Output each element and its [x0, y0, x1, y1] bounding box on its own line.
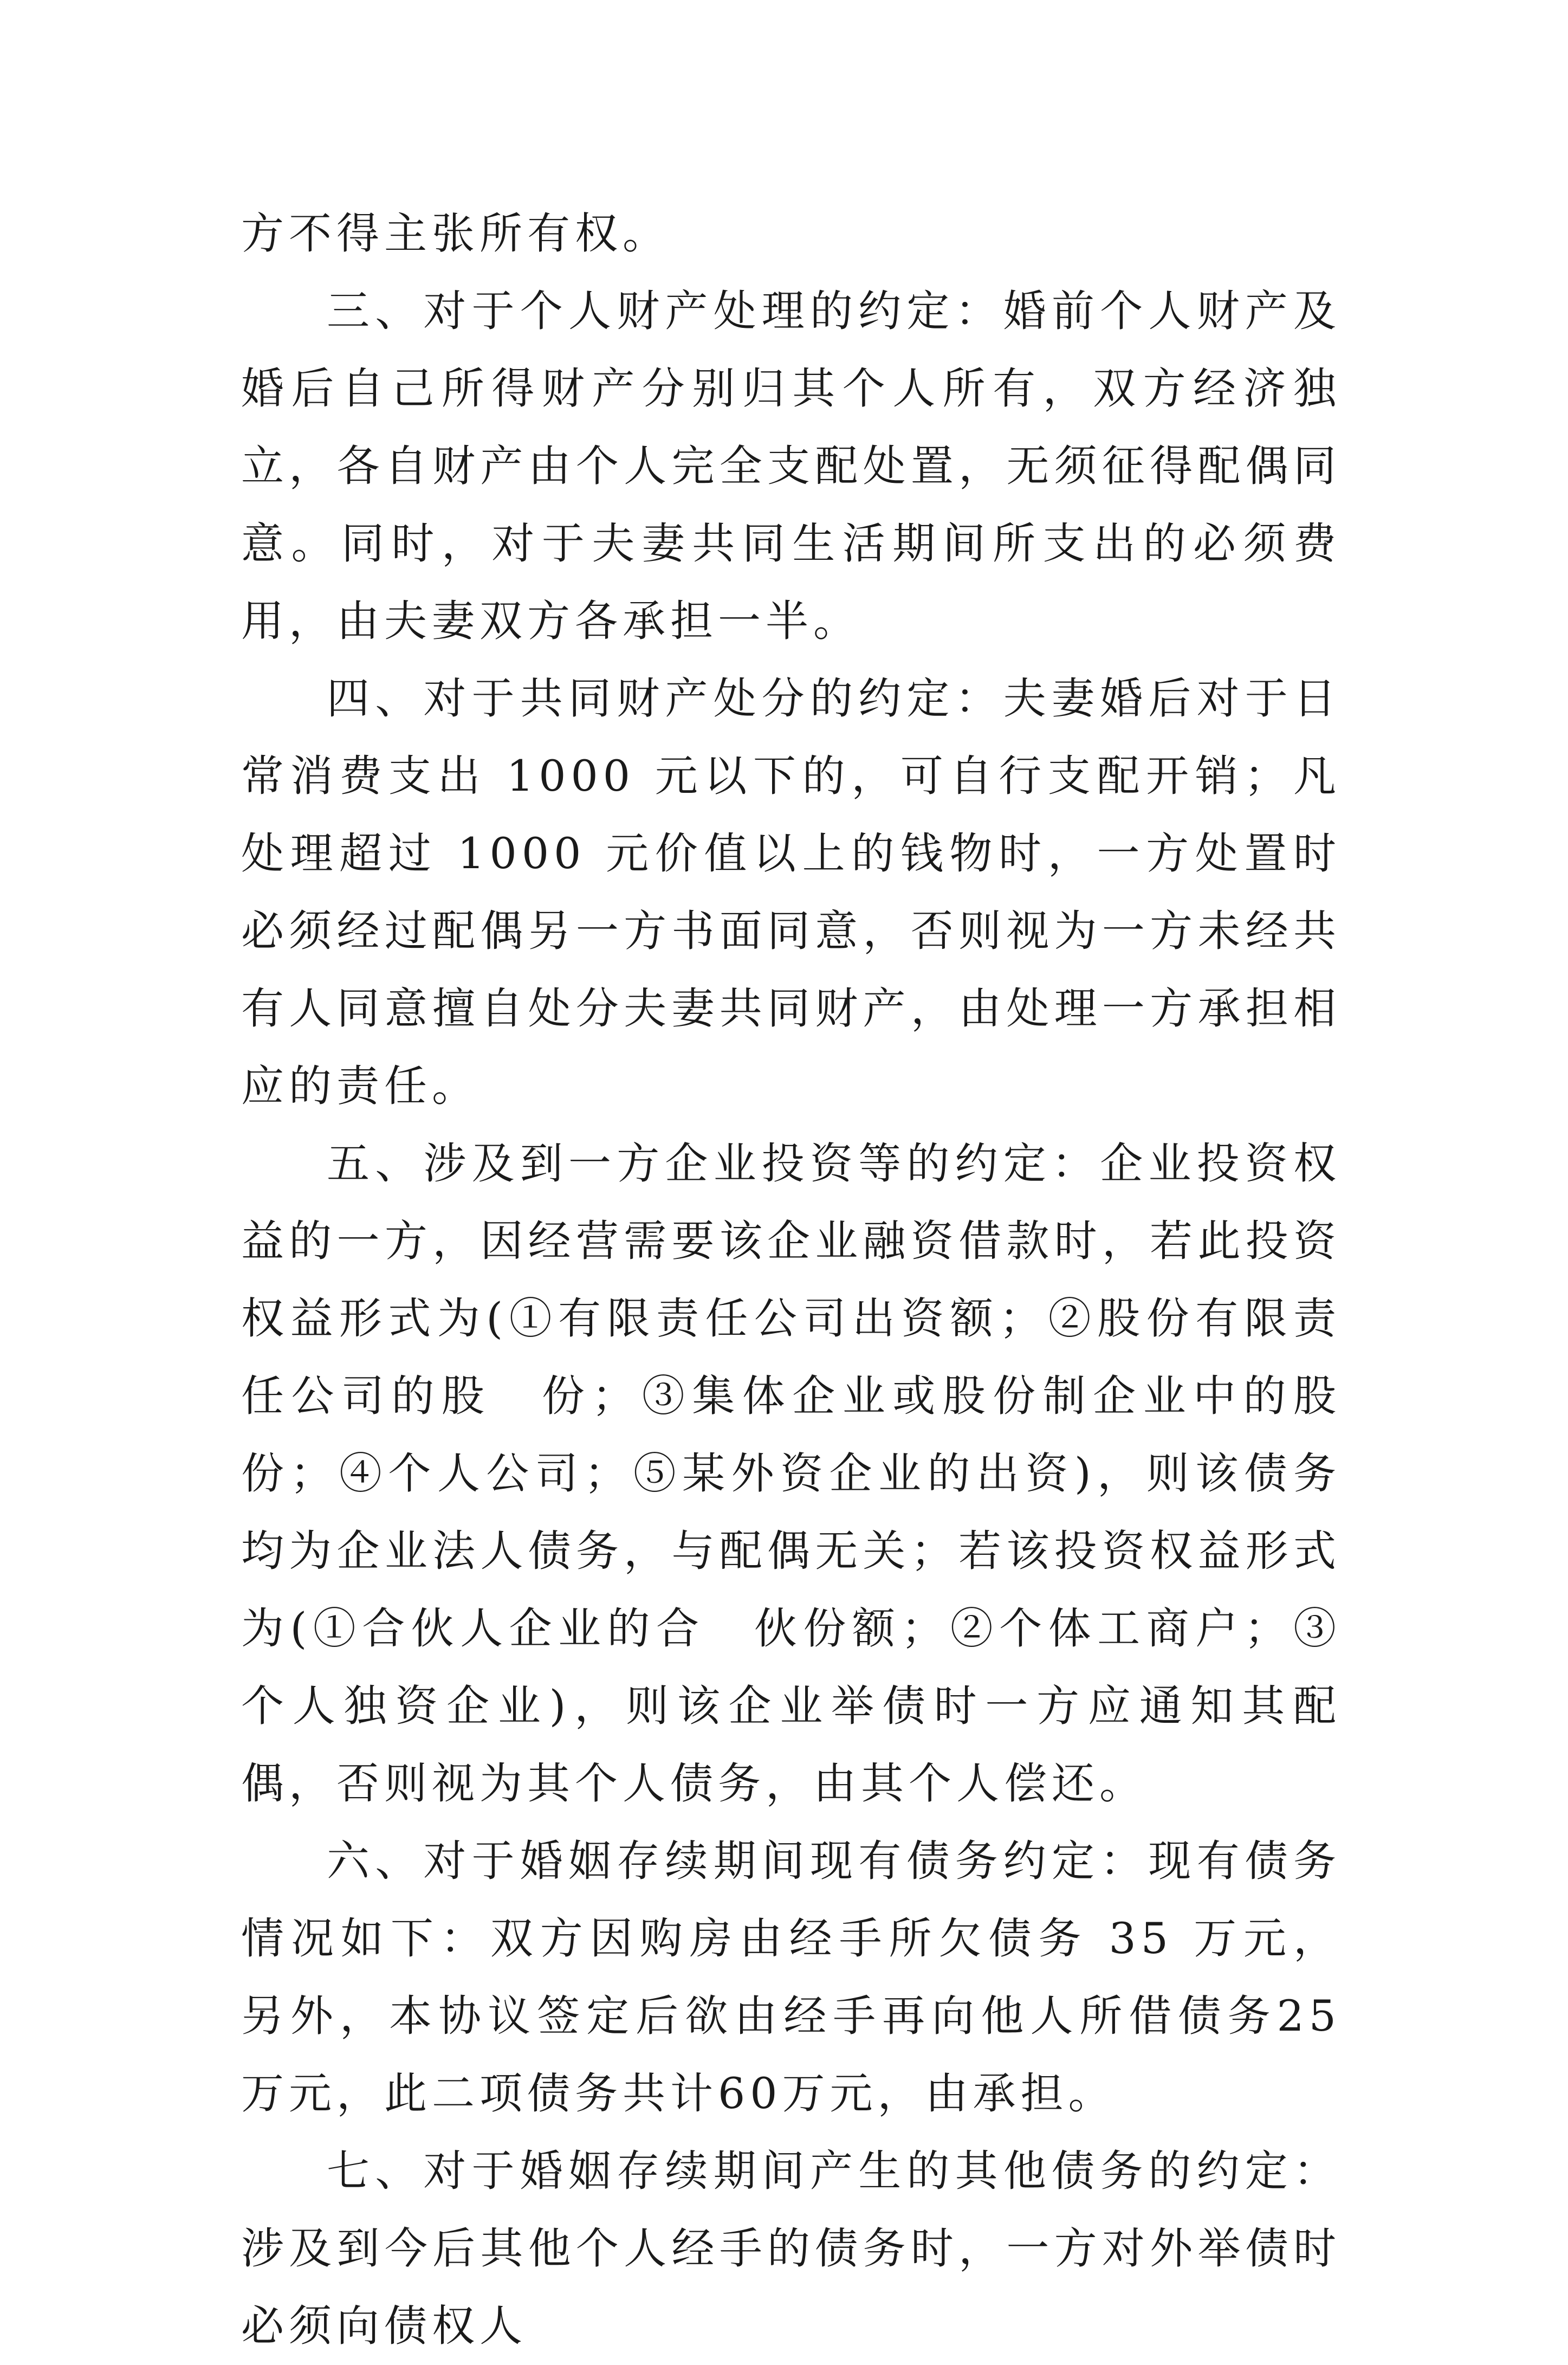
paragraph-personal-property: 三、对于个人财产处理的约定：婚前个人财产及婚后自己所得财产分别归其个人所有，双方经济独立，各自财产由个人完全支配处置，无须征得配偶同意。同时，对于夫妻共同生活期间所支出的必须费用，由夫妻双方各承担一半。	[241, 286, 1341, 646]
agreement-body	[241, 195, 1341, 2365]
paragraph-existing-debts: 六、对于婚姻存续期间现有债务约定：现有债务情况如下：双方因购房由经手所欠债务 35 万元，另外，本协议签定后欲由经手再向他人所借债务25万元，此二项债务共计60万元，由承担。	[241, 1836, 1341, 2118]
paragraph-other-debts: 七、对于婚姻存续期间产生的其他债务的约定：涉及到今后其他个人经手的债务时，一方对外举债时必须向债权人	[241, 2146, 1341, 2351]
paragraph-enterprise-investment: 五、涉及到一方企业投资等的约定：企业投资权益的一方，因经营需要该企业融资借款时，若此投资权益形式为(①有限责任公司出资额；②股份有限责任公司的股 份；③集体企业或股份制企业中的股份；④个人公司；⑤某外资企业的出资)，则该债务均为企业法人债务，与配偶无关；若该投资权益形式为(①合伙人企业的合 伙份额；②个体工商户；③个人独资企业)，则该企业举债时一方应通知其配偶，否则视为其个人债务，由其个人偿还。	[241, 1139, 1341, 1808]
paragraph-continuation: 方不得主张所有权。	[241, 209, 670, 259]
paragraph-joint-property: 四、对于共同财产处分的约定：夫妻婚后对于日常消费支出 1000 元以下的，可自行支配开销；凡处理超过 1000 元价值以上的钱物时，一方处置时必须经过配偶另一方书面同意，否则视为一方未经共有人同意擅自处分夫妻共同财产，由处理一方承担相应的责任。	[241, 674, 1341, 1111]
